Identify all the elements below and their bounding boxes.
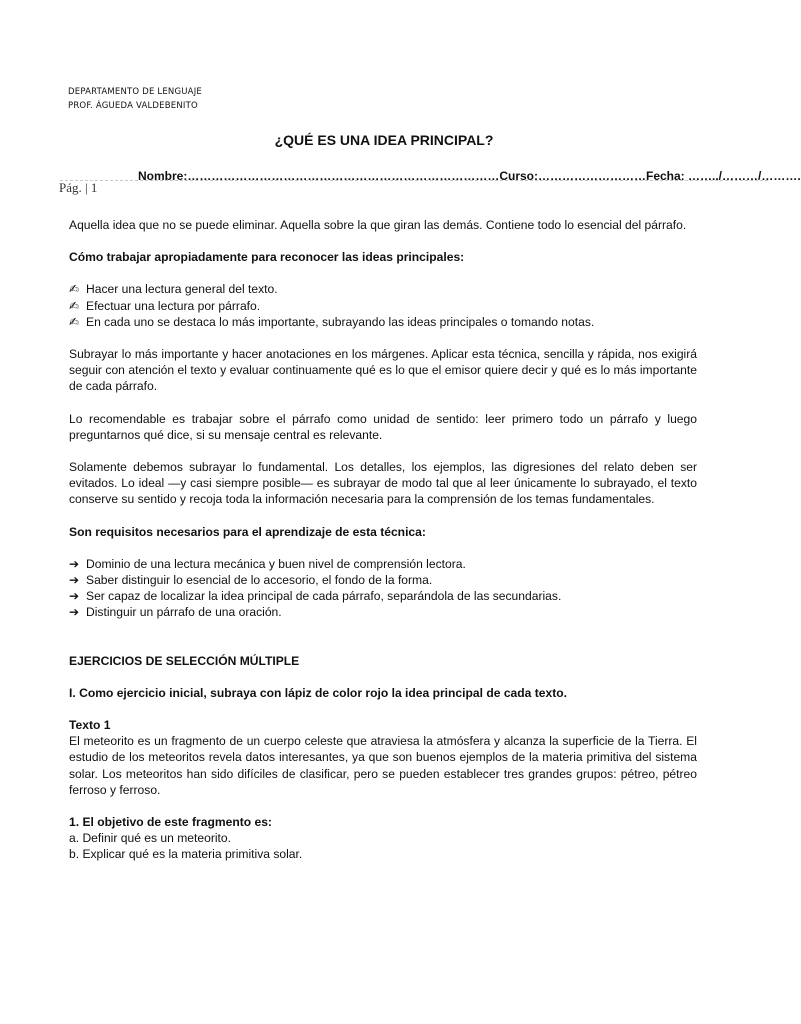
list-item: ✍ En cada uno se destaca lo más importante, subrayando las ideas principales o tomando notas. [69, 314, 595, 329]
list-item: ✍ Efectuar una lectura por párrafo. [69, 298, 261, 313]
pencil-icon: ✍ [69, 314, 80, 329]
list-item: ✍ Hacer una lectura general del texto. [69, 282, 278, 297]
document-body [69, 217, 697, 863]
teacher-header: PROF. ÁGUEDA VALDEBENITO [68, 101, 198, 111]
body-paragraph: Solamente debemos subrayar lo fundamental. Los detalles, los ejemplos, las digresiones del relato deben ser evitados. Lo ideal —y casi siempre posible— es subrayar de modo tal que al leer únicamente lo subrayado, el texto conserve su sentido y recoja toda la información necesaria para la comprensión de los temas fundamentales. [69, 460, 697, 507]
requirements-list [69, 556, 697, 621]
option-a: a. Definir qué es un meteorito. [69, 831, 232, 846]
intro-paragraph: Aquella idea que no se puede eliminar. Aquella sobre la que giran las demás. Contiene todo lo esencial del párrafo. [69, 218, 687, 232]
arrow-right-icon: ➔ [69, 589, 80, 604]
page-title: ¿QUÉ ES UNA IDEA PRINCIPAL? [274, 132, 494, 148]
pencil-icon: ✍ [69, 298, 80, 313]
department-header: DEPARTAMENTO DE LENGUAJE [68, 87, 202, 97]
body-paragraph: Lo recomendable es trabajar sobre el párrafo como unidad de sentido: leer primero todo un párrafo y luego preguntarnos qué dice, si su mensaje central es relevante. [69, 411, 697, 442]
arrow-right-icon: ➔ [69, 556, 80, 571]
text1-title: Texto 1 [69, 718, 111, 733]
pencil-icon: ✍ [69, 282, 80, 297]
how-list [69, 281, 697, 330]
body-paragraph: Subrayar lo más importante y hacer anotaciones en los márgenes. Aplicar esta técnica, sencilla y rápida, nos exigirá seguir con atención el texto y evaluar continuamente qué es lo que el emisor quiere decir y qué es lo más importante de cada párrafo. [69, 347, 697, 394]
exercises-heading: EJERCICIOS DE SELECCIÓN MÚLTIPLE [69, 653, 300, 668]
arrow-right-icon: ➔ [69, 605, 80, 620]
student-info-line: Nombre:……………………………………………………………………Curso:………………………Fecha: ……../………/………. [138, 169, 801, 183]
page-divider [60, 180, 768, 181]
text1-body: El meteorito es un fragmento de un cuerpo celeste que atraviesa la atmósfera y alcanza la superficie de la Tierra. El estudio de los meteoritos revela datos interesantes, ya que son buenos ejemplos de la materia primitiva del sistema solar. Los meteoritos han sido difíciles de clasificar, pero se pueden establecer tres grandes grupos: pétreo, pétreo ferroso y ferroso. [69, 734, 697, 797]
exercise-instruction: I. Como ejercicio inicial, subraya con lápiz de color rojo la idea principal de cada texto. [69, 685, 568, 700]
requirements-heading: Son requisitos necesarios para el aprendizaje de esta técnica: [69, 524, 426, 539]
question-1: 1. El objetivo de este fragmento es: [69, 815, 272, 830]
option-b: b. Explicar qué es la materia primitiva solar. [69, 847, 303, 862]
list-item: ➔ Ser capaz de localizar la idea principal de cada párrafo, separándola de las secundarias. [69, 589, 562, 604]
how-heading: Cómo trabajar apropiadamente para reconocer las ideas principales: [69, 250, 465, 265]
arrow-right-icon: ➔ [69, 573, 80, 588]
list-item: ➔ Saber distinguir lo esencial de lo accesorio, el fondo de la forma. [69, 573, 433, 588]
list-item: ➔ Dominio de una lectura mecánica y buen nivel de comprensión lectora. [69, 556, 466, 571]
page-number: Pág. | 1 [59, 180, 98, 195]
list-item: ➔ Distinguir un párrafo de una oración. [69, 605, 282, 620]
